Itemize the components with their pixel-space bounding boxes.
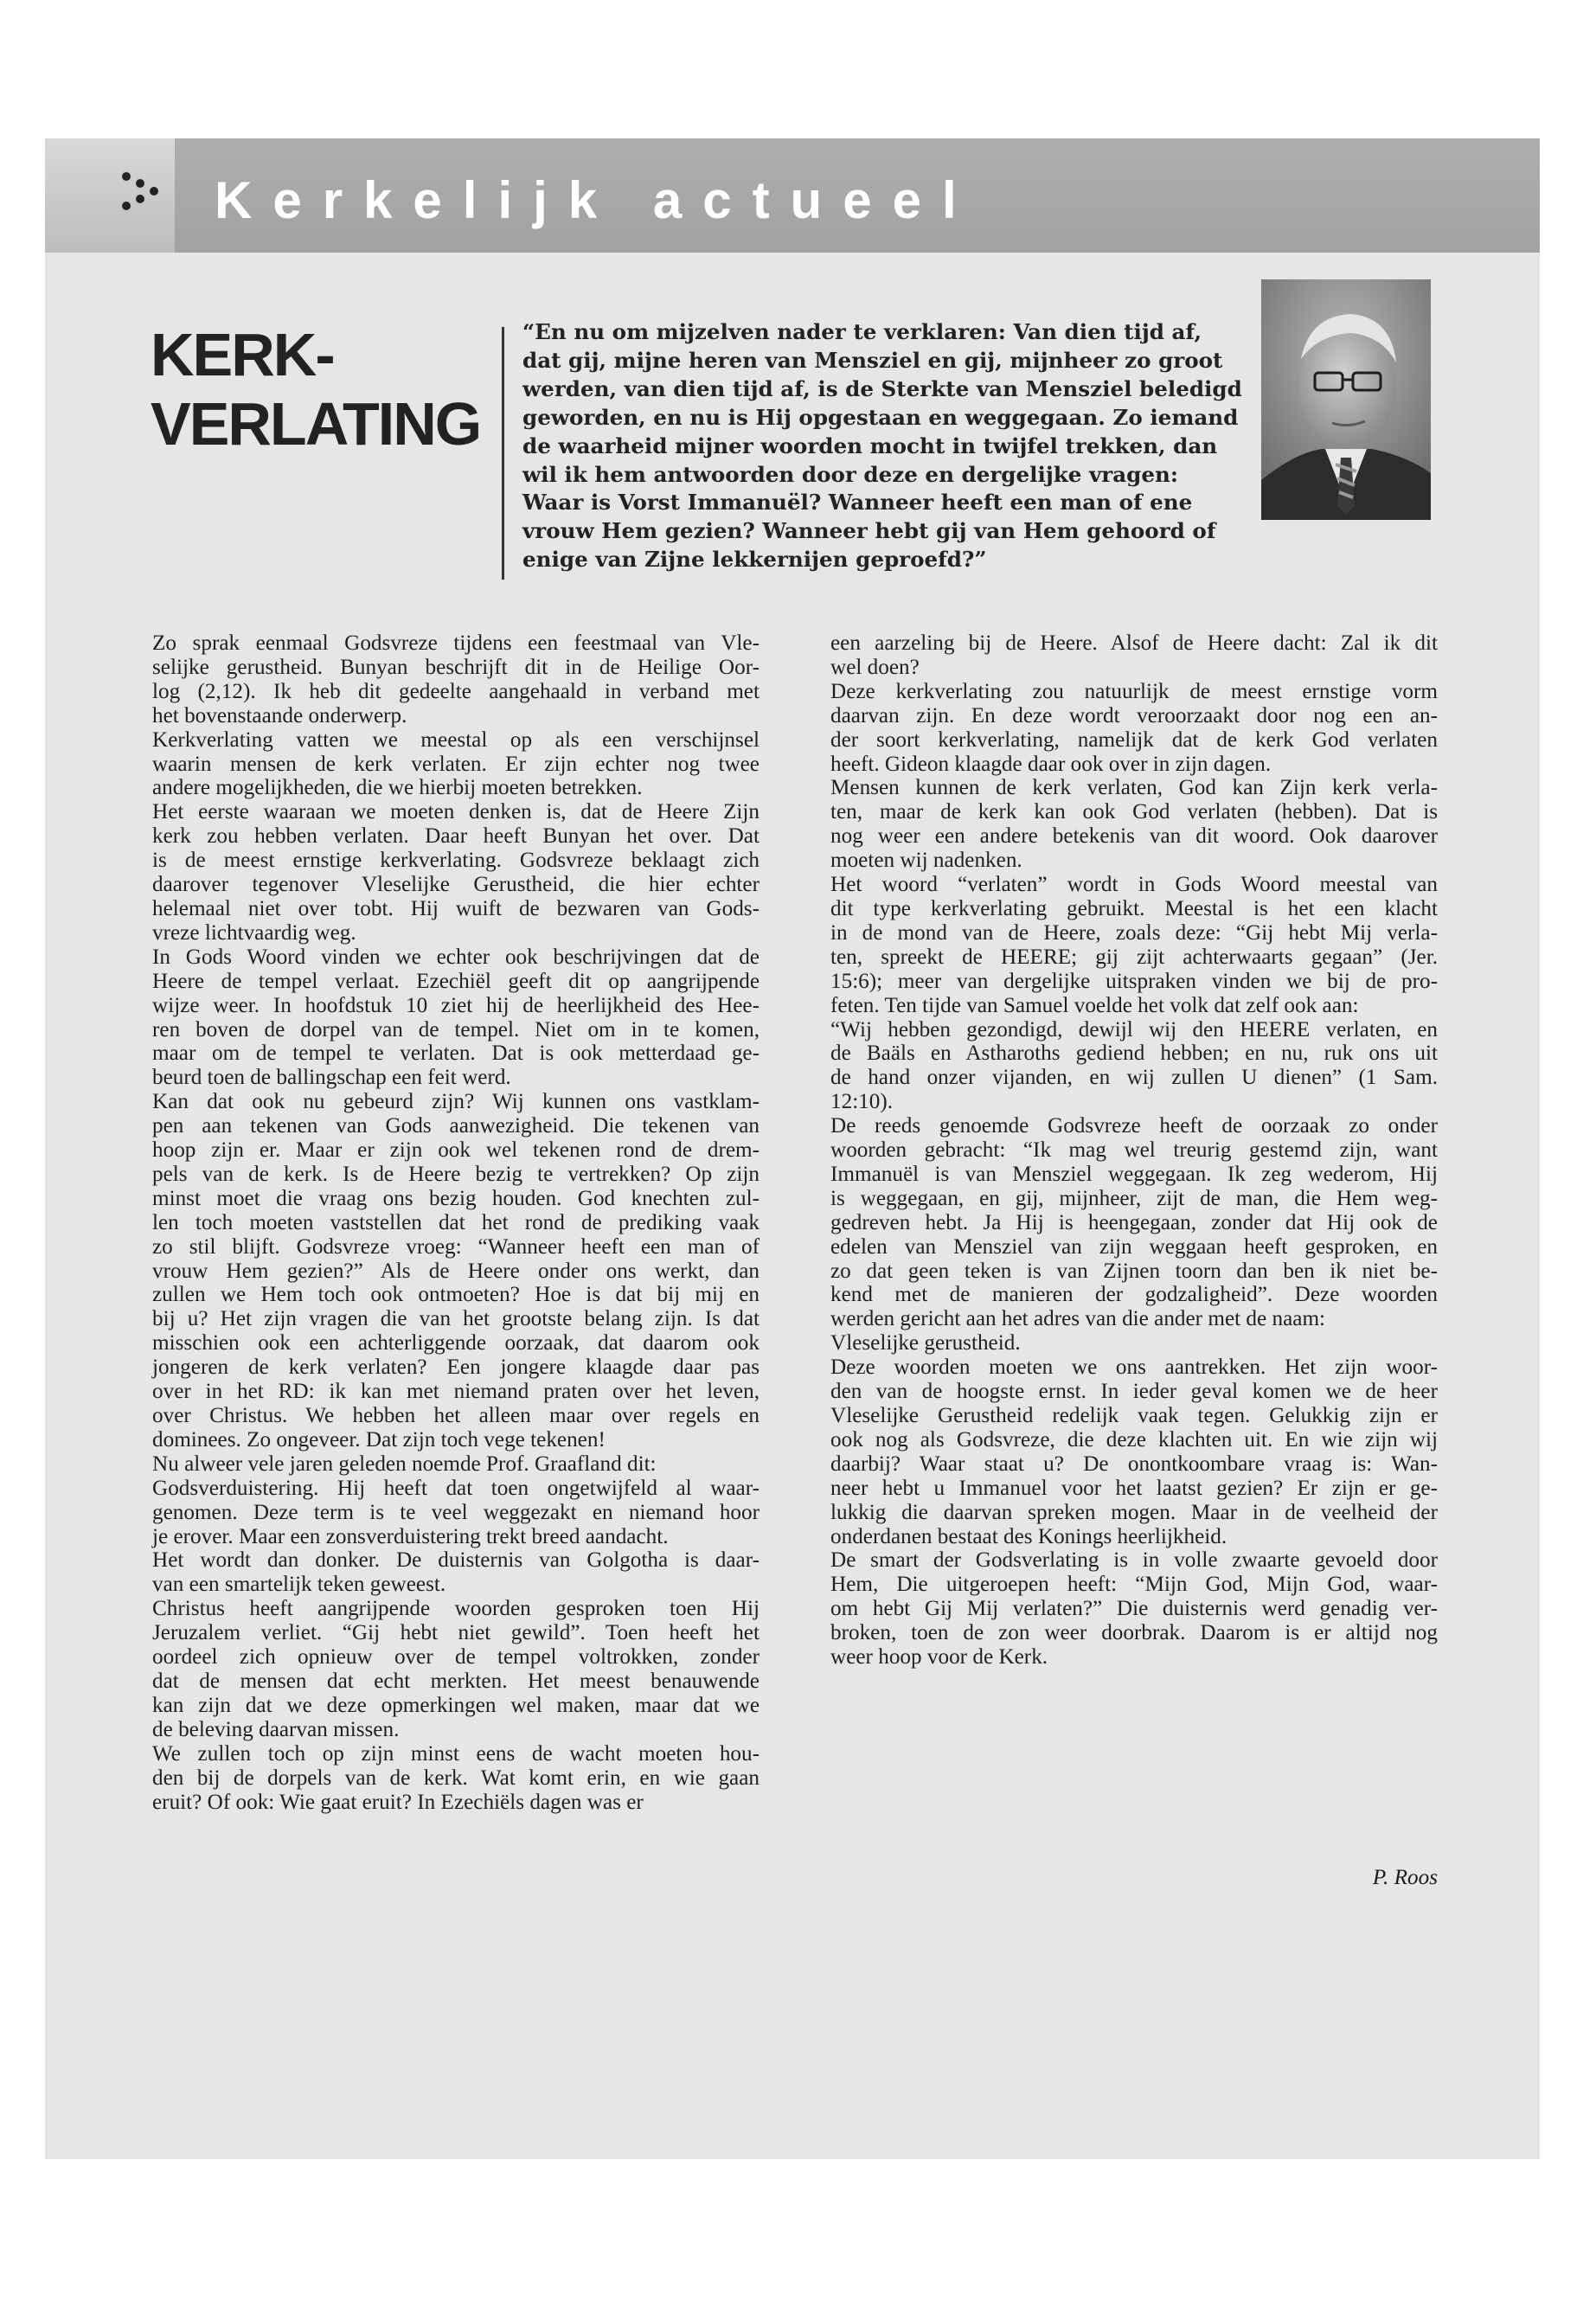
body-line: “Wij hebben gezondigd, dewijl wij den HEERE verlaten, en	[830, 1017, 1438, 1042]
body-line: Kan dat ook nu gebeurd zijn? Wij kunnen ons vastklam-	[152, 1090, 760, 1114]
body-line: Kerkverlating vatten we meestal op als een verschijnsel	[152, 727, 760, 752]
body-line: de beleving daarvan missen.	[152, 1717, 400, 1741]
body-line: dominees. Zo ongeveer. Dat zijn toch vege tekenen!	[152, 1427, 606, 1452]
body-line: wel doen?	[830, 655, 920, 679]
body-line: Immanuël is van Mensziel weggegaan. Ik zeg wederom, Hij	[830, 1162, 1438, 1186]
body-line: den van de hoogste ernst. In ieder geval komen we de heer	[830, 1380, 1438, 1404]
body-line: zullen we Hem toch ook ontmoeten? Hoe is dat bij mij en	[152, 1283, 760, 1307]
intro-quote-line: “En nu om mijzelven nader te verklaren: Van dien tijd af,	[522, 319, 1202, 344]
body-line: is weggegaan, en gij, mijnheer, zijt de man, die Hem weg-	[830, 1186, 1438, 1210]
body-line: daarover tegenover Vleselijke Gerustheid, die hier echter	[152, 873, 760, 897]
body-line: daarvan zijn. En deze wordt veroorzaakt door nog een an-	[830, 703, 1438, 727]
body-line: weer hoop voor de Kerk.	[830, 1645, 1048, 1670]
body-line: moeten wij nadenken.	[830, 849, 1022, 873]
body-line: waarin mensen de kerk verlaten. Er zijn echter nog twee	[152, 752, 760, 776]
body-line: selijke gerustheid. Bunyan beschrijft dit in de Heilige Oor-	[152, 655, 760, 679]
body-line: in de mond van de Heere, zoals deze: “Gij hebt Mij verla-	[830, 920, 1438, 945]
body-line: gedreven hebt. Ja Hij is heengegaan, zonder dat Hij ook de	[830, 1210, 1438, 1234]
body-line: ten, spreekt de HEERE; gij zijt achterwaarts gegaan” (Jer.	[830, 945, 1438, 969]
body-line: 12:10).	[830, 1090, 894, 1114]
article-page	[45, 138, 1540, 2159]
body-line: minst moet die vraag ons bezig houden. God knechten zul-	[152, 1186, 760, 1210]
body-line: zo stil blijft. Godsvreze vroeg: “Wanneer heeft een man of	[152, 1234, 760, 1259]
body-line: jongeren de kerk verlaten? Een jongere klaagde daar pas	[152, 1356, 760, 1380]
body-line: der soort kerkverlating, namelijk dat de kerk God verlaten	[830, 727, 1438, 752]
body-line: andere mogelijkheden, die we hierbij moeten betrekken.	[152, 776, 643, 800]
body-line: de Baäls en Astharoths gediend hebben; en nu, ruk ons uit	[830, 1042, 1438, 1066]
body-line: over in het RD: ik kan met niemand praten over het leven,	[152, 1380, 760, 1404]
body-line: nog weer een andere betekenis van dit woord. Ook daarover	[830, 824, 1438, 849]
body-line: Heere de tempel verlaat. Ezechiël geeft dit op aangrijpende	[152, 969, 760, 993]
body-line: Deze kerkverlating zou natuurlijk de meest ernstige vorm	[830, 679, 1438, 703]
body-line: maar om de tempel te verlaten. Dat is ook metterdaad ge-	[152, 1042, 760, 1066]
intro-quote-line: wil ik hem antwoorden door deze en dergelijke vragen:	[522, 461, 1178, 487]
body-line: In Gods Woord vinden we echter ook beschrijvingen dat de	[152, 945, 760, 969]
body-column-right	[830, 631, 1438, 1670]
body-line: Mensen kunnen de kerk verlaten, God kan Zijn kerk verla-	[830, 776, 1438, 800]
body-line: kan zijn dat we deze opmerkingen wel maken, maar dat we	[152, 1693, 760, 1717]
body-line: helemaal niet over tobt. Hij wuift de bezwaren van Gods-	[152, 896, 760, 920]
headline-line: VERLATING	[151, 390, 481, 458]
body-line: om hebt Gij Mij verlaten?” Die duisternis werd genadig ver-	[830, 1597, 1438, 1621]
body-line: werden gericht aan het adres van die ander met de naam:	[830, 1307, 1326, 1331]
body-line: onderdanen bestaat des Konings heerlijkheid.	[830, 1524, 1227, 1548]
body-line: over Christus. We hebben het alleen maar over regels en	[152, 1404, 760, 1427]
body-line: zo dat geen teken is van Zijnen toorn dan ben ik niet be-	[830, 1259, 1438, 1283]
body-line: oordeel zich opnieuw over de tempel voltrokken, zonder	[152, 1645, 760, 1670]
body-line: ook nog als Godsvreze, die deze klachten uit. En wie zijn wij	[830, 1427, 1438, 1452]
body-line: kerk zou hebben verlaten. Daar heeft Bunyan het over. Dat	[152, 824, 760, 849]
body-line: hoop zijn er. Maar er zijn ook wel tekenen rond de drem-	[152, 1138, 760, 1163]
body-line: bij u? Het zijn vragen die van het grootste belang zijn. Is dat	[152, 1307, 760, 1331]
body-line: heeft. Gideon klaagde daar ook over in zijn dagen.	[830, 752, 1272, 776]
body-line: neer hebt u Immanuel voor het laatst gezien? Er zijn er ge-	[830, 1476, 1438, 1500]
section-header	[45, 138, 1540, 253]
body-line: De reeds genoemde Godsvreze heeft de oorzaak zo onder	[830, 1114, 1438, 1138]
body-line: wijze weer. In hoofdstuk 10 ziet hij de heerlijkheid des Hee-	[152, 993, 760, 1017]
body-line: ten, maar de kerk kan ook God verlaten (hebben). Dat is	[830, 800, 1438, 824]
intro-quote-line: Waar is Vorst Immanuël? Wanneer heeft een man of ene	[522, 490, 1193, 516]
body-line: genomen. Deze term is te veel weggezakt en niemand hoor	[152, 1500, 760, 1524]
author-signature: P. Roos	[1372, 1866, 1438, 1889]
body-line: Hem, Die uitgeroepen heeft: “Mijn God, Mijn God, waar-	[830, 1573, 1438, 1597]
body-line: We zullen toch op zijn minst eens de wacht moeten hou-	[152, 1741, 760, 1766]
body-line: Vleselijke gerustheid.	[830, 1331, 1021, 1356]
body-line: een aarzeling bij de Heere. Alsof de Heere dacht: Zal ik dit	[830, 631, 1438, 655]
body-line: kend met de manieren der godzaligheid”. Deze woorden	[830, 1283, 1438, 1307]
body-line: den bij de dorpels van de kerk. Wat komt erin, en wie gaan	[152, 1766, 760, 1790]
body-line: edelen van Mensziel van zijn weggaan heeft gesproken, en	[830, 1234, 1438, 1259]
dots-arrow-icon	[114, 166, 166, 218]
body-line: Jeruzalem verliet. “Gij hebt niet gewild”. Toen heeft het	[152, 1621, 760, 1645]
intro-quote-line: werden, van dien tijd af, is de Sterkte van Mensziel beledigd	[522, 375, 1242, 401]
body-line: Deze woorden moeten we ons aantrekken. Het zijn woor-	[830, 1356, 1438, 1380]
body-line: pels van de kerk. Is de Heere bezig te vertrekken? Op zijn	[152, 1162, 760, 1186]
body-line: dit type kerkverlating gebruikt. Meestal is het een klacht	[830, 896, 1438, 920]
body-line: pen aan tekenen van Gods aanwezigheid. Die tekenen van	[152, 1114, 760, 1138]
body-line: beurd toen de ballingschap een feit werd.	[152, 1066, 511, 1090]
body-line: Vleselijke Gerustheid redelijk vaak tegen. Gelukkig zijn er	[830, 1404, 1438, 1427]
body-line: feten. Ten tijde van Samuel voelde het volk dat zelf ook aan:	[830, 993, 1359, 1017]
body-line: Het eerste waaraan we moeten denken is, dat de Heere Zijn	[152, 800, 760, 824]
body-line: De smart der Godsverlating is in volle zwaarte gevoeld door	[830, 1548, 1438, 1573]
body-line: is de meest ernstige kerkverlating. Godsvreze beklaagt zich	[152, 849, 760, 873]
headline-divider	[502, 327, 504, 580]
body-line: dat de mensen dat echt merkten. Het meest benauwende	[152, 1669, 760, 1693]
body-line: Godsverduistering. Hij heeft dat toen ongetwijfeld al waar-	[152, 1476, 760, 1500]
article-headline	[151, 320, 548, 458]
body-line: lukkig die daarvan spreken mogen. Maar in de veelheid der	[830, 1500, 1438, 1524]
intro-quote-line: enige van Zijne lekkernijen geproefd?”	[522, 547, 987, 573]
intro-quote-line: dat gij, mijne heren van Mensziel en gij, mijnheer zo groot	[522, 347, 1223, 373]
body-line: de hand onzer vijanden, en wij zullen U dienen” (1 Sam.	[830, 1066, 1438, 1090]
intro-quote	[522, 318, 1284, 574]
body-column-left	[152, 631, 760, 1814]
body-line: daarbij? Waar staat u? De onontkoombare vraag is: Wan-	[830, 1452, 1438, 1476]
intro-quote-line: vrouw Hem gezien? Wanneer hebt gij van Hem gehoord of	[522, 518, 1216, 544]
body-line: log (2,12). Ik heb dit gedeelte aangehaald in verband met	[152, 679, 760, 703]
body-line: misschien ook een achterliggende oorzaak, dat daarom ook	[152, 1331, 760, 1356]
body-line: Nu alweer vele jaren geleden noemde Prof. Graafland dit:	[152, 1452, 657, 1476]
body-line: Christus heeft aangrijpende woorden gesproken toen Hij	[152, 1597, 760, 1621]
author-portrait-photo	[1261, 279, 1431, 520]
body-line: woorden gebracht: “Ik mag wel treurig gestemd zijn, want	[830, 1138, 1438, 1163]
body-line: len toch moeten vaststellen dat het rond de prediking vaak	[152, 1210, 760, 1234]
body-line: je erover. Maar een zonsverduistering trekt breed aandacht.	[152, 1524, 669, 1548]
body-line: het bovenstaande onderwerp.	[152, 703, 407, 727]
headline-line: KERK-	[151, 321, 334, 388]
body-line: van een smartelijk teken geweest.	[152, 1573, 446, 1597]
body-line: 15:6); meer van dergelijke uitspraken vinden we bij de pro-	[830, 969, 1438, 993]
body-line: broken, toen de zon weer doorbrak. Daarom is er altijd nog	[830, 1621, 1438, 1645]
body-line: vrouw Hem gezien?” Als de Heere onder ons werkt, dan	[152, 1259, 760, 1283]
body-line: ren boven de dorpel van de tempel. Niet om in te komen,	[152, 1017, 760, 1042]
intro-quote-line: de waarheid mijner woorden mocht in twijfel trekken, dan	[522, 433, 1218, 458]
intro-quote-line: geworden, en nu is Hij opgestaan en weggegaan. Zo iemand	[522, 404, 1239, 430]
body-line: eruit? Of ook: Wie gaat eruit? In Ezechiëls dagen was er	[152, 1790, 644, 1814]
body-line: Het woord “verlaten” wordt in Gods Woord meestal van	[830, 873, 1438, 897]
section-title: Kerkelijk actueel	[215, 171, 977, 229]
body-line: vreze lichtvaardig weg.	[152, 920, 356, 945]
body-line: Het wordt dan donker. De duisternis van Golgotha is daar-	[152, 1548, 760, 1573]
body-line: Zo sprak eenmaal Godsvreze tijdens een feestmaal van Vle-	[152, 631, 760, 655]
